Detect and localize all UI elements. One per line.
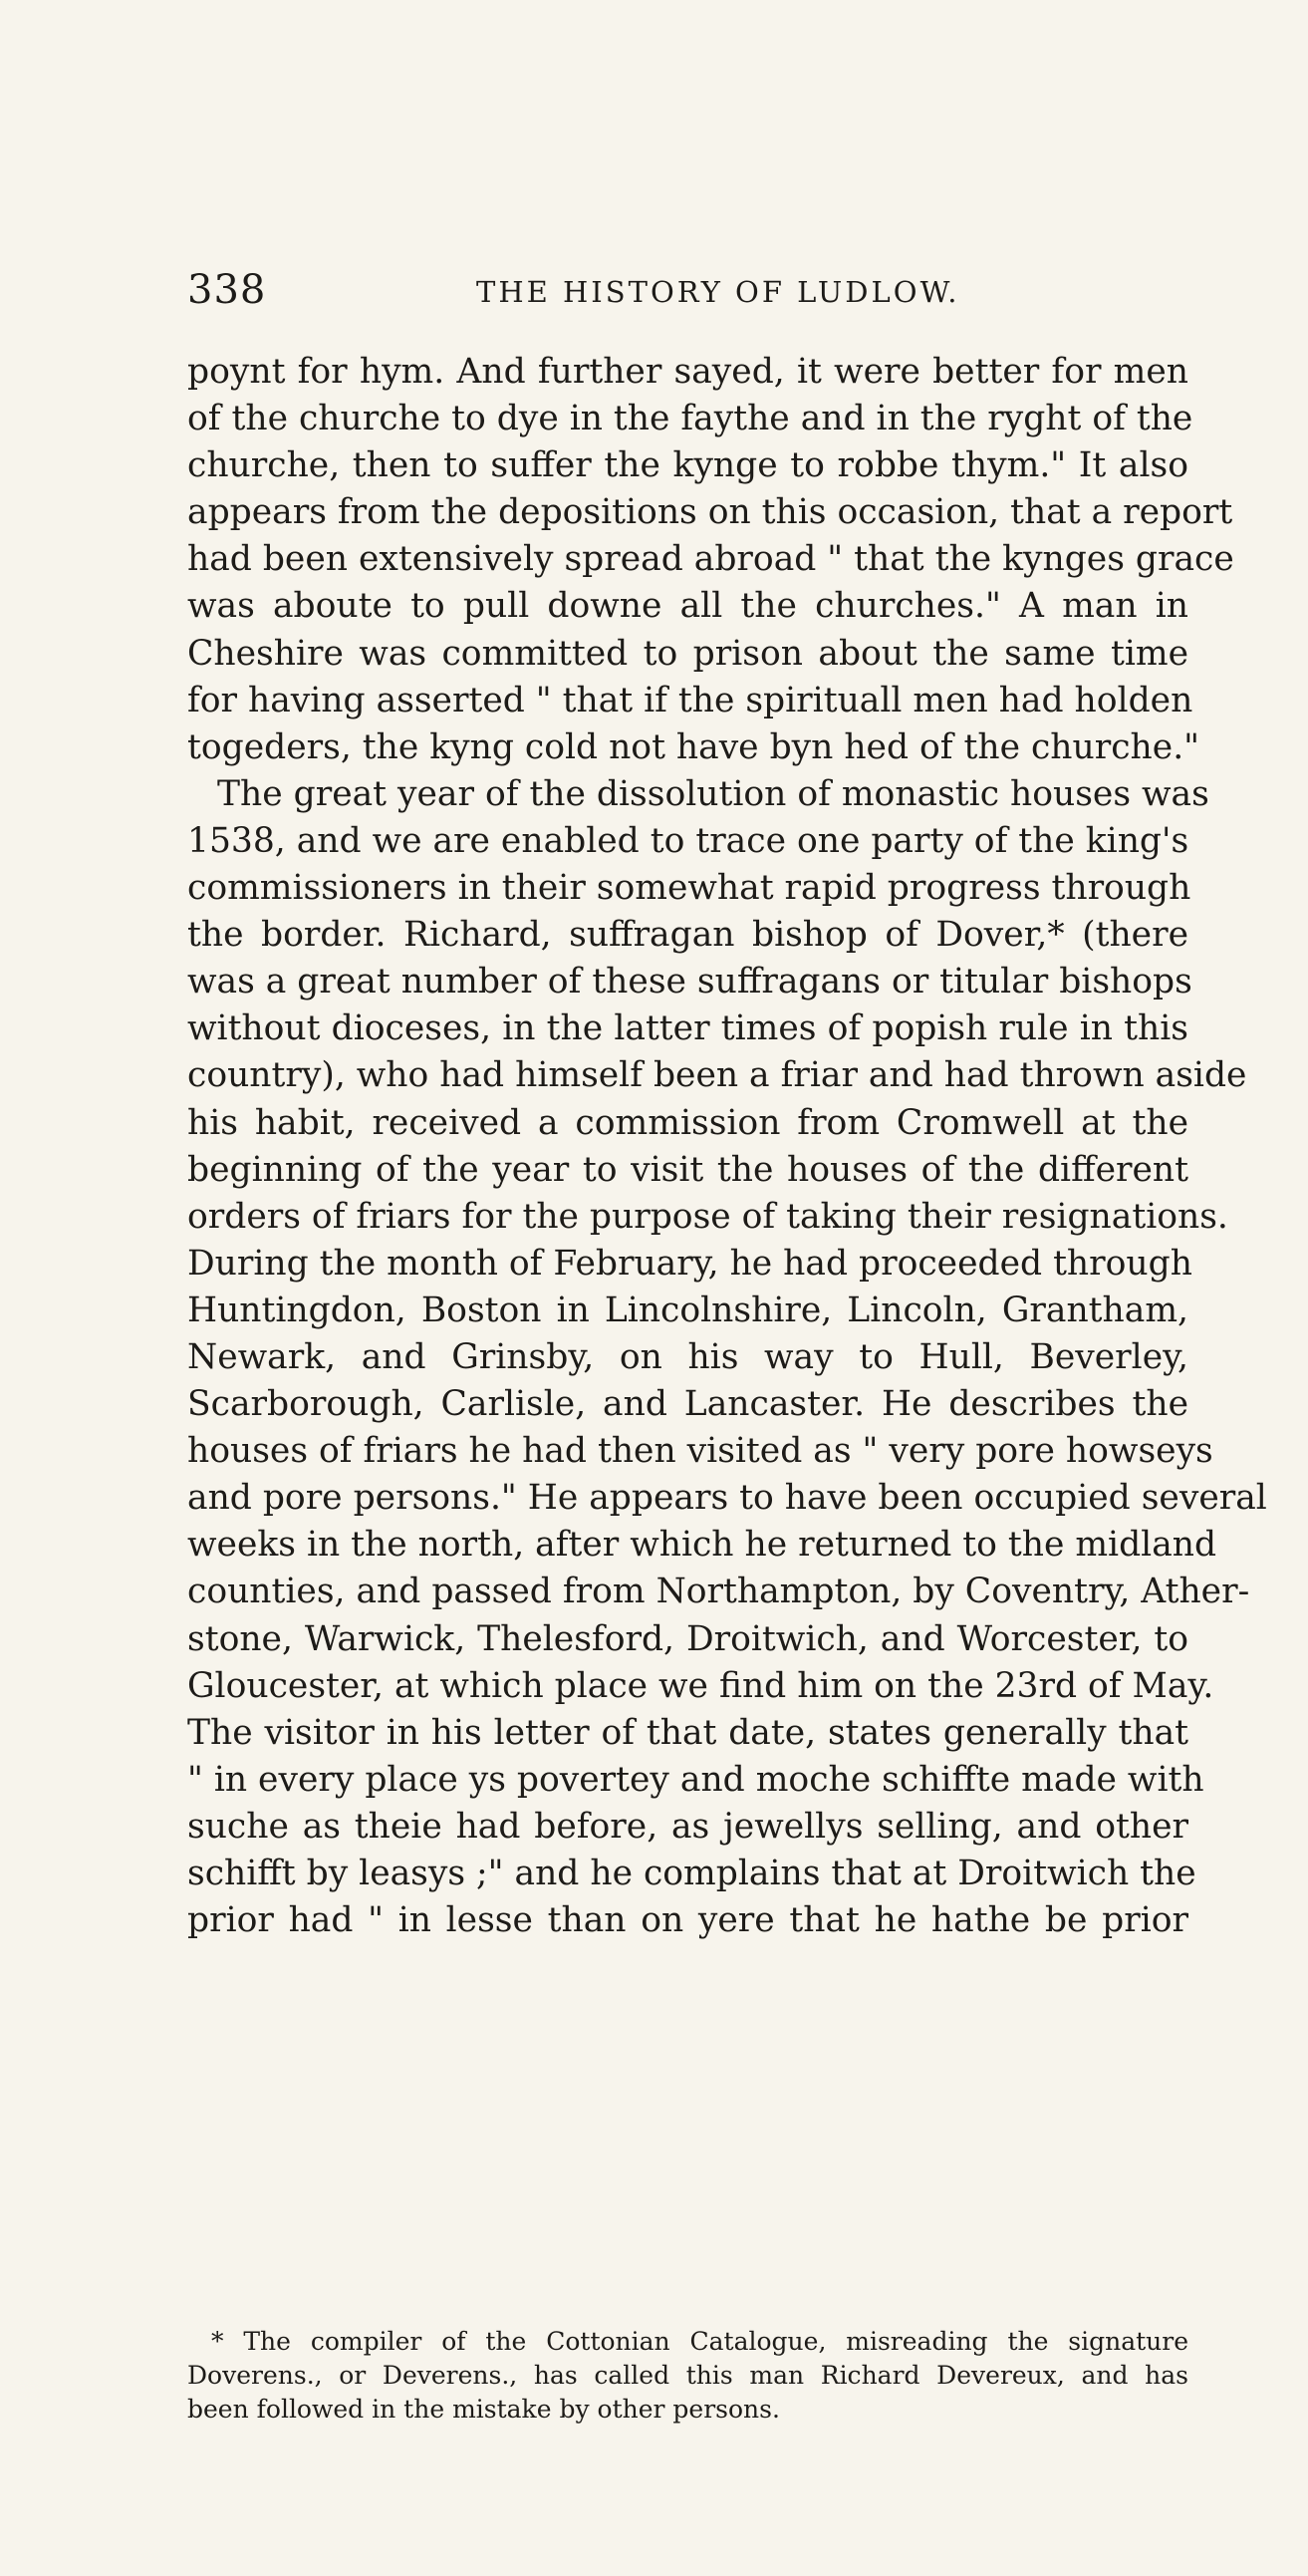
text-line: of the churche to dye in the faythe and in the ryght of the [187,399,1193,439]
text-line: appears from the depositions on this occasion, that a report [187,492,1233,533]
text-line: The visitor in his letter of that date, states generally that [187,1712,1188,1753]
text-line: stone, Warwick, Thelesford, Droitwich, and Worcester, to [187,1618,1188,1659]
text-line: schifft by leasys ;" and he complains that at Droitwich the [187,1854,1196,1893]
running-title: THE HISTORY OF LUDLOW. [476,275,960,309]
text-line: houses of friars he had then visited as " very pore howseys [187,1431,1213,1472]
text-line: weeks in the north, after which he returned to the midland [187,1525,1217,1566]
footnote-line: Doverens., or Deverens., has called this man Richard Devereux, and has [187,2361,1188,2390]
text-line: 1538, and we are enabled to trace one party of the king's [187,820,1189,861]
text-line: suche as theie had before, as jewellys selling, and other [187,1806,1188,1847]
text-line: During the month of February, he had proceeded through [187,1243,1192,1284]
text-line: orders of friars for the purpose of taking their resignations. [187,1196,1228,1237]
page-number: 338 [187,267,267,313]
text-line: for having asserted " that if the spirituall men had holden [187,680,1193,720]
text-line: Newark, and Grinsby, on his way to Hull, Beverley, [187,1336,1188,1377]
text-line: prior had " in lesse than on yere that he hathe be prior [187,1900,1188,1941]
text-line: Scarborough, Carlisle, and Lancaster. He describes the [187,1384,1188,1425]
body-text [187,349,1267,1944]
text-line: Huntingdon, Boston in Lincolnshire, Lincoln, Grantham, [187,1289,1188,1330]
footnote [187,2325,1188,2427]
paragraph-start-line: The great year of the dissolution of monastic houses was [217,773,1209,814]
text-line: commissioners in their somewhat rapid progress through [187,868,1191,909]
text-line: Gloucester, at which place we find him on the 23rd of May. [187,1665,1214,1706]
text-line: poynt for hym. And further sayed, it were better for men [187,352,1188,392]
text-line: " in every place ys povertey and moche schiffte made with [187,1759,1204,1800]
text-line: counties, and passed from Northampton, by Coventry, Ather- [187,1572,1250,1612]
text-line: was aboute to pull downe all the churches." A man in [187,586,1188,627]
text-line: beginning of the year to visit the houses of the different [187,1149,1188,1190]
text-line: the border. Richard, suffragan bishop of Dover,* (there [187,915,1188,956]
text-line: was a great number of these suffragans or titular bishops [187,962,1192,1002]
text-line: churche, then to suffer the kynge to robbe thym." It also [187,445,1188,486]
footnote-line: been followed in the mistake by other persons. [187,2395,780,2424]
text-line: Cheshire was committed to prison about the same time [187,633,1188,674]
text-line: and pore persons." He appears to have been occupied several [187,1478,1267,1519]
page-header [187,267,1188,317]
text-line: had been extensively spread abroad " that the kynges grace [187,539,1234,580]
text-line: without dioceses, in the latter times of popish rule in this [187,1008,1188,1049]
text-line: country), who had himself been a friar and had thrown aside [187,1055,1247,1096]
text-line: togeders, the kyng cold not have byn hed of the churche." [187,726,1200,767]
text-line: his habit, received a commission from Cromwell at the [187,1102,1188,1143]
footnote-line: * The compiler of the Cottonian Catalogue, misreading the signature [211,2327,1188,2356]
